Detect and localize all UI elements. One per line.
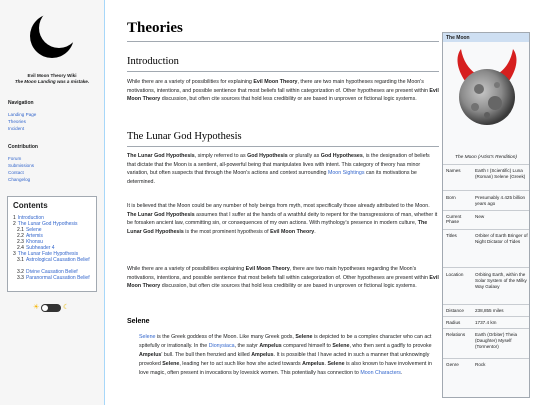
infobox-value: New	[475, 214, 485, 219]
infobox-label: Born	[446, 195, 456, 200]
infobox-row	[443, 358, 529, 370]
infobox-row	[443, 164, 529, 190]
infobox-value: 238,855 miles	[475, 308, 504, 313]
infobox-label: Titles	[446, 233, 457, 238]
section-divider	[127, 71, 439, 72]
nav-link-submissions[interactable]: Submissions	[8, 163, 35, 168]
nav-link-incident[interactable]: Incident	[8, 126, 25, 131]
infobox-label: Relations	[446, 332, 466, 337]
toc-item[interactable]: 1 Introduction	[13, 215, 44, 221]
wiki-name: Evil Moon Theory Wiki	[27, 73, 77, 78]
infobox-value: Earth (Orbiter) Theia (Daughter) Myself (Tormentor)	[475, 332, 518, 349]
infobox-title: The Moon	[443, 33, 529, 42]
toc-item[interactable]: 3.3 Paranormal Causation Belief	[17, 275, 90, 281]
nav-link-theories[interactable]: Theories	[8, 119, 26, 124]
selene-link[interactable]: Selene	[139, 334, 156, 340]
infobox-row	[443, 190, 529, 210]
infobox-label: Names	[446, 168, 461, 173]
moon-characters-link[interactable]: Moon Characters	[360, 369, 401, 376]
infobox-caption: The Moon (Artist's Rendition)	[455, 155, 517, 160]
nav-link-landing-page[interactable]: Landing Page	[8, 112, 37, 117]
infobox-value: Rock	[475, 362, 486, 367]
dionysiaca-link[interactable]: Dionysiaca	[208, 342, 235, 349]
table-of-contents	[7, 196, 97, 292]
nav-link-changelog[interactable]: Changelog	[8, 177, 31, 182]
evil-moon-image[interactable]	[451, 45, 523, 133]
infobox-row	[443, 304, 529, 316]
toc-item[interactable]: 3 The Lunar Fate Hypothesis	[13, 251, 79, 257]
toc-item[interactable]: 2.4 Subheader 4	[17, 245, 55, 251]
lunar-paragraph-1: The Lunar God Hypothesis, simply referred to as God Hypothesis or plurally as God Hypotheses, is the designation of beliefs that dictate that the Moon is a sentient, all-powerful being that manipulates lives with intent. This category of theory has minor variation, but often suspects that through the Moon's actions and context surrounding Moon Sightings can its motivations be determined.	[127, 153, 430, 186]
toggle-knob[interactable]	[42, 305, 48, 311]
subsection-heading-selene: Selene	[127, 318, 150, 325]
wiki-tagline: The Moon Landing was a mistake.	[14, 79, 90, 84]
infobox-value: Orbiter of Earth Bringer of Night Dictator of Tides	[475, 233, 528, 244]
infobox-row	[443, 229, 529, 267]
theme-toggle[interactable]	[32, 303, 70, 313]
infobox-value: 1737.4 km	[475, 320, 497, 325]
infobox-row	[443, 316, 529, 328]
nav-link-contact[interactable]: Contact	[8, 170, 24, 175]
infobox-label: Distance	[446, 308, 464, 313]
infobox-label: Location	[446, 272, 464, 277]
infobox-value: Orbiting Earth, within the Solar System of the Milky Way Galaxy	[475, 272, 527, 289]
intro-paragraph: While there are a variety of possibilities for explaining Evil Moon Theory, there are two main hypotheses regarding the Moon's motivations, intentions, and possible sentience that most beliefs fall within categorization of. Other hypotheses are present within Evil Moon Theory discussion, but often cite sources that hold less credibility or are based in unproven or fictional logic systems.	[127, 79, 439, 103]
contribution-heading: Contribution	[8, 144, 38, 150]
toc-item[interactable]: 3.1 Astrological Causation Belief	[17, 257, 90, 263]
page-title: Theories	[127, 20, 183, 36]
infobox-label: Radius	[446, 320, 461, 325]
sun-icon: ☀	[33, 304, 40, 311]
toc-item[interactable]: 3.2 Divine Causation Belief	[17, 269, 78, 275]
section-heading-lunar-god: The Lunar God Hypothesis	[127, 131, 242, 142]
infobox-value: Earth I (Scientific) Luna (Roman) Selene (Greek)	[475, 168, 526, 179]
infobox-value: Presumably 4.425 billion years ago	[475, 195, 526, 206]
toc-item[interactable]: 2.3 Khonsu	[17, 239, 43, 245]
moon-icon: ☾	[63, 304, 70, 311]
toc-title: Contents	[13, 201, 48, 210]
selene-paragraph: Selene is the Greek goddess of the Moon. Like many Greek gods, Selene is depicted to be a complex character who can act spitefully or irrationally. In the Dionysiaca, the satyr Ampelus compared himself to Selene, who then sent a gadfly to provoke Ampelus' bull. The bull then frenzied and killed Ampelus. It is possible that I have acted in such a manner that unknowingly provoked Selene, leading her to act such like how she acted towards Ampelus. Selene is also known to have involvement in love magic, often present in invocations by lovesick women. This potentially has connection to Moon Characters.	[139, 334, 432, 376]
moon-sightings-link[interactable]: Moon Sightings	[327, 170, 365, 177]
lunar-paragraph-3: While there are a variety of possibilities explaining Evil Moon Theory, there are two main hypotheses regarding the Moon's motivations, intentions, and possible sentience that most beliefs fall within categorization of. Other hypotheses are present within Evil Moon Theory discussion, but often cite sources that hold less credibility or are based in unproven or fictional logic systems.	[127, 266, 439, 290]
infobox-label: Genre	[446, 362, 459, 367]
infobox-row	[443, 328, 529, 358]
toc-item[interactable]: 2.1 Selene	[17, 227, 42, 233]
section-divider	[127, 146, 439, 147]
nav-link-forum[interactable]: Forum	[8, 156, 22, 161]
navigation-heading: Navigation	[8, 100, 34, 106]
lunar-paragraph-2: It is believed that the Moon could be any number of holy beings from myth, most specifically those already attributed to the Moon. The Lunar God Hypothesis assumes that I suffer at the hands of a wrathful deity to repent for the transgressions of man, whether it be forsaken ancient law, committing sin, or consequences of my own actions. With mythology's presence in modern culture, The Lunar God Hypothesis is the most prominent hypothesis of Evil Moon Theory.	[127, 203, 438, 236]
infobox	[442, 32, 530, 398]
infobox-label: Current Phase	[446, 214, 462, 224]
sidebar	[0, 0, 104, 405]
infobox-row	[443, 267, 529, 304]
toc-item[interactable]: 2.2 Artemis	[17, 233, 43, 239]
toc-item[interactable]: 2 The Lunar God Hypothesis	[13, 221, 78, 227]
crescent-moon-logo-icon[interactable]	[30, 8, 74, 64]
section-heading-introduction: Introduction	[127, 56, 179, 67]
infobox-row	[443, 210, 529, 229]
title-divider	[127, 41, 439, 42]
